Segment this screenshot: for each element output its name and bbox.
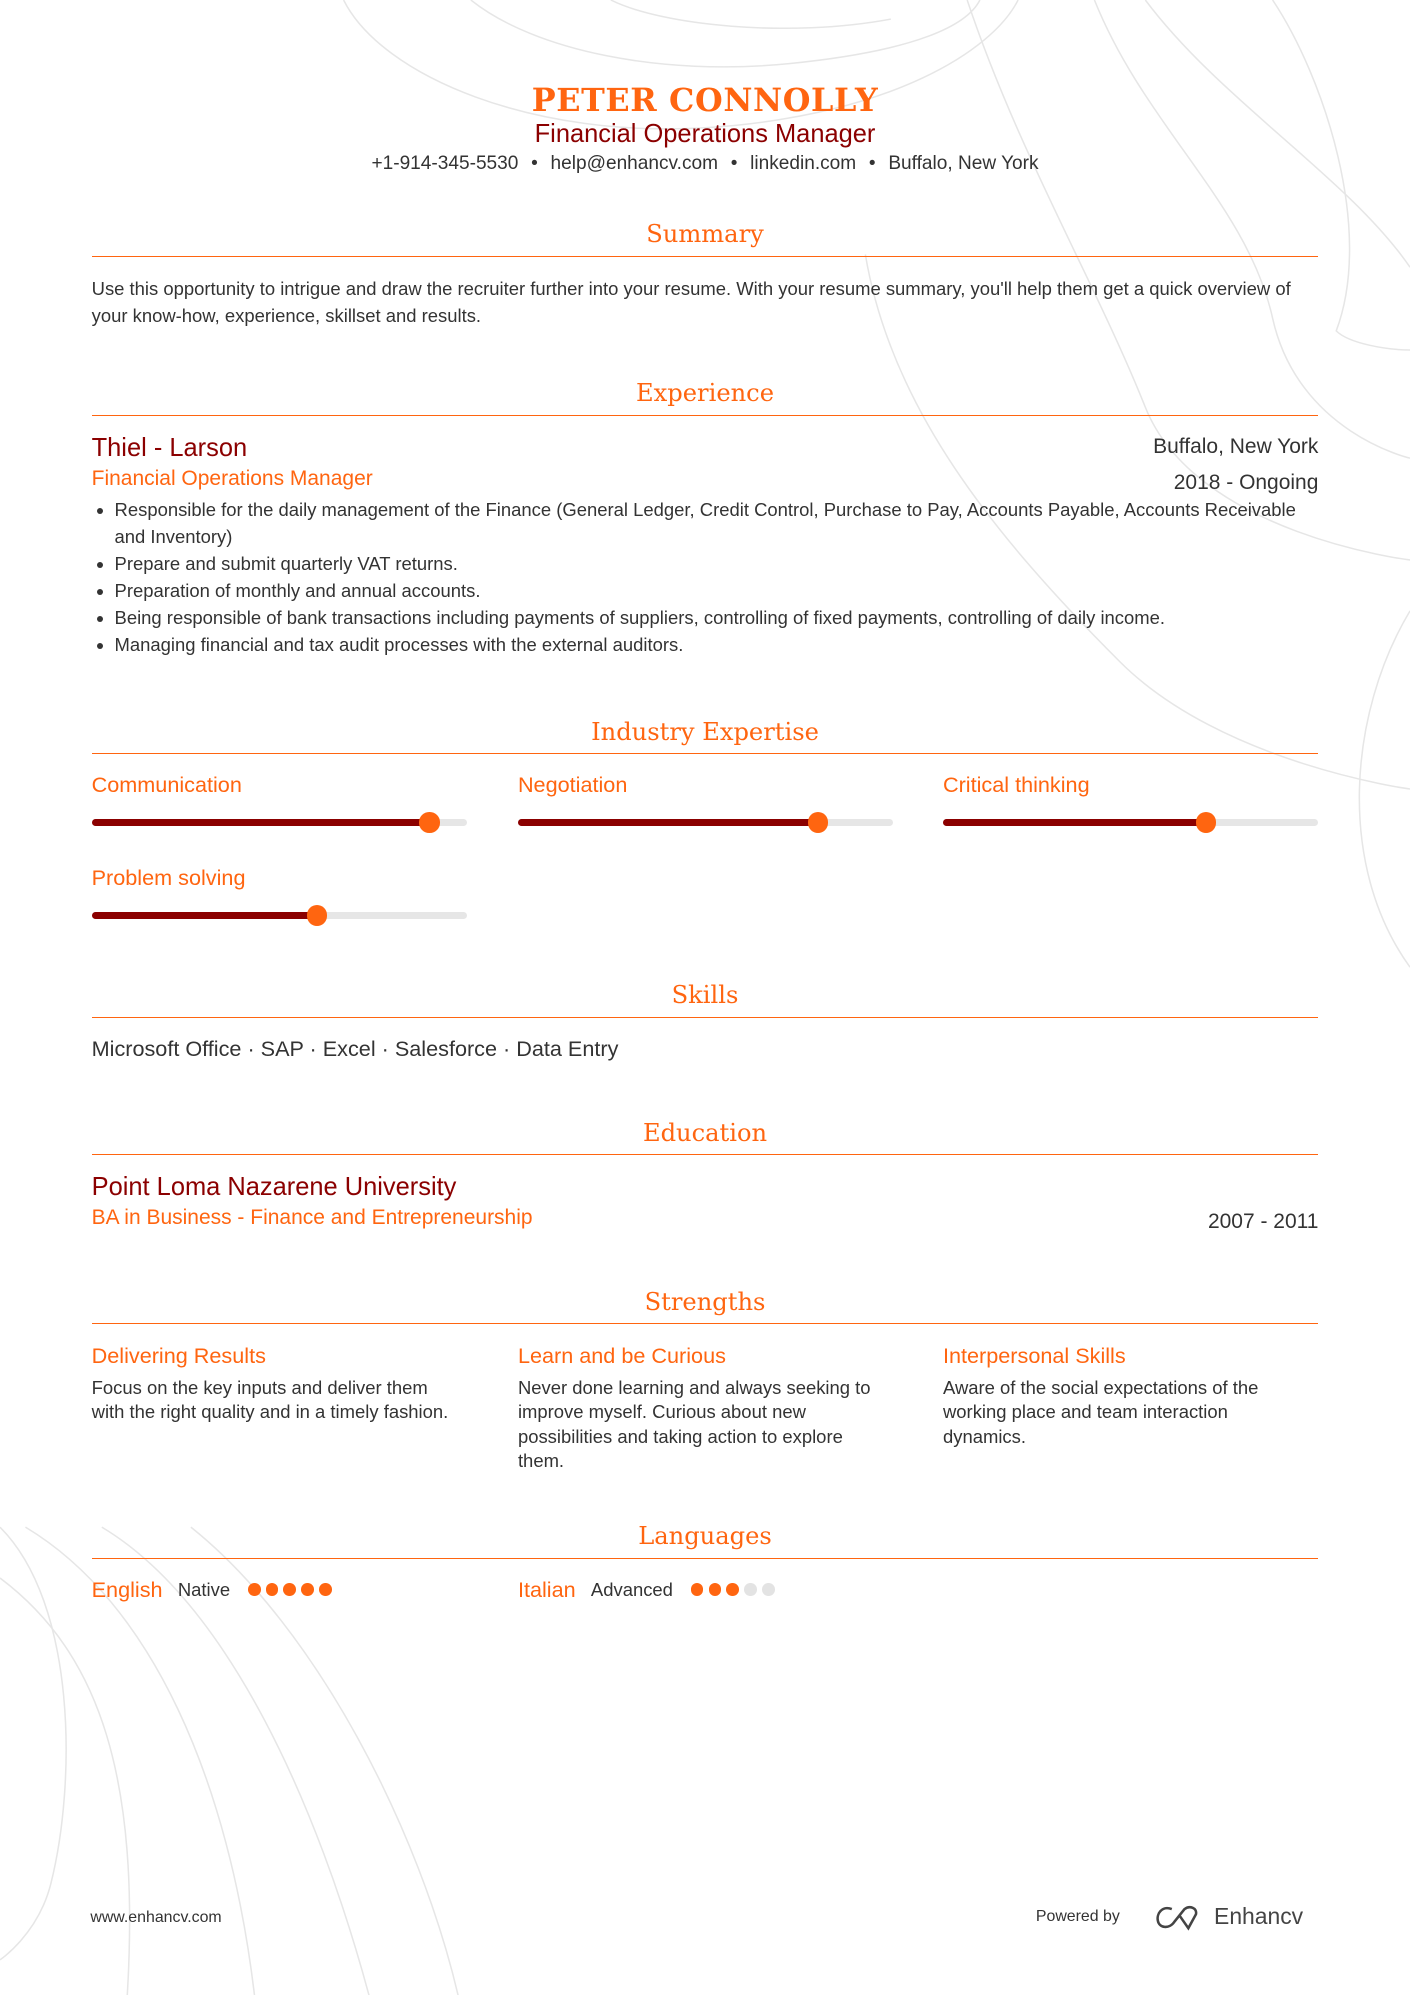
job-role: Financial Operations Manager <box>91 466 373 490</box>
bullet: • Prepare and submit quarterly VAT returns. <box>115 550 1319 577</box>
bullet: • Preparation of monthly and annual accounts. <box>115 577 1319 604</box>
linkedin-link[interactable]: linkedin.com <box>750 152 857 174</box>
enhancv-brand: Enhancv <box>1214 1902 1304 1929</box>
degree: BA in Business - Finance and Entrepreneurship <box>91 1206 533 1230</box>
education-entry <box>91 1173 1319 1234</box>
language-english <box>92 1577 332 1603</box>
section-heading-strengths: Strengths <box>92 1288 1319 1325</box>
school-name: Point Loma Nazarene University <box>91 1173 457 1202</box>
strength-title: Interpersonal Skills <box>942 1342 1126 1368</box>
strength-title: Delivering Results <box>91 1342 266 1368</box>
section-heading-experience: Experience <box>92 379 1319 416</box>
expertise-bar-fill <box>92 819 430 827</box>
phone: +1-914-345-5530 <box>371 152 519 174</box>
rating-dot-filled <box>266 1583 279 1596</box>
rating-dot-filled <box>301 1583 314 1596</box>
expertise-bar <box>943 819 1318 827</box>
expertise-bar-knob <box>1196 812 1216 832</box>
strength-item <box>943 1343 1312 1449</box>
language-name: Italian <box>517 1576 576 1602</box>
expertise-label: Critical thinking <box>942 772 1090 798</box>
rating-dot-filled <box>709 1583 722 1596</box>
candidate-name: PETER CONNOLLY <box>531 81 879 120</box>
candidate-title: Financial Operations Manager <box>534 119 876 148</box>
job-dates: 2018 - Ongoing <box>1173 470 1319 494</box>
job-location: Buffalo, New York <box>1153 435 1319 459</box>
summary-text: Use this opportunity to intrigue and draw the recruiter further into your resume. With your resume summary, you'll help them get a quick overview of your know-how, experience, skillset and results. <box>91 278 1291 326</box>
language-rating <box>248 1583 332 1596</box>
expertise-label: Communication <box>91 772 242 798</box>
strength-item <box>518 1343 887 1473</box>
bullet: • Responsible for the daily management of the Finance (General Ledger, Credit Control, Purchase to Pay, Accounts Payable, Accounts Receivable and Inventory) <box>115 496 1319 550</box>
section-heading-summary: Summary <box>92 220 1319 257</box>
expertise-communication <box>92 772 467 826</box>
section-heading-skills: Skills <box>92 981 1319 1018</box>
education-dates: 2007 - 2011 <box>1207 1210 1319 1234</box>
experience-entry <box>92 434 1319 659</box>
expertise-critical-thinking <box>943 772 1318 826</box>
language-level: Advanced <box>590 1578 673 1600</box>
language-italian <box>518 1577 775 1603</box>
footer-website-link[interactable]: www.enhancv.com <box>90 1908 222 1926</box>
expertise-bar <box>92 819 467 827</box>
language-rating <box>691 1583 775 1596</box>
bullet: • Managing financial and tax audit processes with the external auditors. <box>115 631 1319 658</box>
expertise-bar-fill <box>92 912 317 920</box>
section-heading-languages: Languages <box>92 1522 1319 1559</box>
rating-dot-filled <box>319 1583 332 1596</box>
expertise-bar-knob <box>808 812 828 832</box>
rating-dot-filled <box>283 1583 296 1596</box>
strength-title: Learn and be Curious <box>517 1342 726 1368</box>
section-heading-expertise: Industry Expertise <box>92 718 1319 755</box>
section-heading-education: Education <box>92 1119 1319 1156</box>
company-name: Thiel - Larson <box>91 433 248 462</box>
rating-dot-empty <box>762 1583 775 1596</box>
skills-list: Microsoft Office · SAP · Excel · Salesforce · Data Entry <box>91 1035 619 1061</box>
experience-bullets <box>92 496 1319 659</box>
rating-dot-filled <box>248 1583 261 1596</box>
strength-desc: Never done learning and always seeking to improve myself. Curious about new possibilities and taking action to explore them. <box>517 1377 871 1471</box>
expertise-bar-knob <box>307 905 327 925</box>
expertise-negotiation <box>518 772 893 826</box>
strength-item <box>92 1343 461 1425</box>
expertise-label: Problem solving <box>91 865 246 891</box>
expertise-bar-fill <box>943 819 1206 827</box>
expertise-bar <box>518 819 893 827</box>
location: Buffalo, New York <box>888 152 1039 174</box>
expertise-label: Negotiation <box>517 772 628 798</box>
email-link[interactable]: help@enhancv.com <box>550 152 719 174</box>
rating-dot-empty <box>744 1583 757 1596</box>
expertise-bar-fill <box>518 819 818 827</box>
expertise-bar <box>92 912 467 920</box>
bullet: • Being responsible of bank transactions including payments of suppliers, controlling of fixed payments, controlling of daily income. <box>115 604 1319 631</box>
strength-desc: Focus on the key inputs and deliver them with the right quality and in a timely fashion. <box>91 1377 449 1423</box>
expertise-bar-knob <box>419 812 439 832</box>
enhancv-logo-icon <box>1154 1904 1202 1932</box>
rating-dot-filled <box>726 1583 739 1596</box>
expertise-problem-solving <box>92 865 467 919</box>
rating-dot-filled <box>691 1583 704 1596</box>
powered-by-label: Powered by <box>1035 1907 1120 1925</box>
contact-info: +1-914-345-5530 • help@enhancv.com • linkedin.com • Buffalo, New York <box>371 152 1039 174</box>
strength-desc: Aware of the social expectations of the working place and team interaction dynamics. <box>942 1377 1259 1447</box>
language-level: Native <box>177 1578 231 1600</box>
language-name: English <box>91 1576 163 1602</box>
